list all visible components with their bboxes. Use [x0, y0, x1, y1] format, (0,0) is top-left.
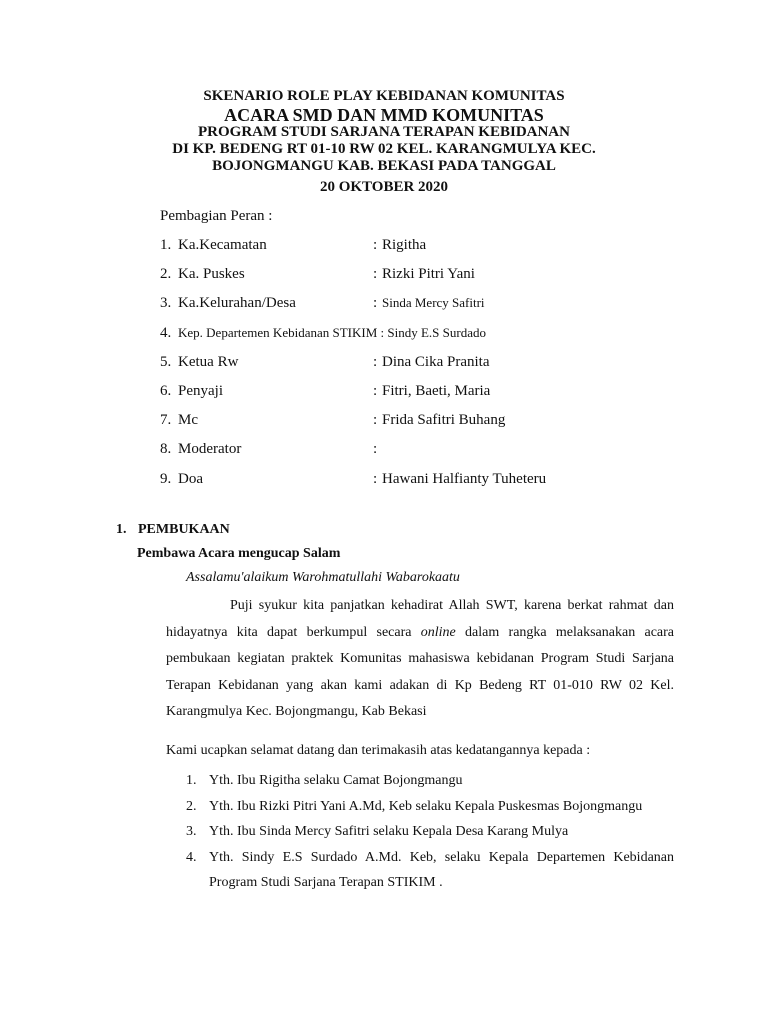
role-number: 5.	[160, 354, 172, 370]
list-item	[186, 768, 674, 794]
role-number: 2.	[160, 266, 172, 282]
role-number: 3.	[160, 295, 172, 311]
list-number: 4.	[186, 849, 197, 865]
role-person: Fitri, Baeti, Maria	[382, 383, 491, 399]
heading-line-3: PROGRAM STUDI SARJANA TERAPAN KEBIDANAN	[198, 124, 570, 140]
paragraph-italic-word: online	[420, 624, 456, 640]
section-subtitle: Pembawa Acara mengucap Salam	[137, 546, 341, 561]
paragraph-text: Puji syukur kita panjatkan kehadirat Allah SWT, karena berkat rahmat dan hidayatnya kita dapat berkumpul secara	[166, 598, 674, 640]
role-name: Penyaji	[178, 383, 223, 399]
list-number: 2.	[186, 798, 197, 814]
role-person: Dina Cika Pranita	[382, 354, 490, 370]
role-name: Ketua Rw	[178, 354, 239, 370]
role-separator: :	[373, 383, 378, 399]
role-name: Ka.Kecamatan	[178, 237, 267, 253]
role-full-text: Kep. Departemen Kebidanan STIKIM : Sindy E.S Surdado	[178, 325, 486, 340]
opening-paragraph	[166, 593, 674, 726]
heading-line-5: BOJONGMANGU KAB. BEKASI PADA TANGGAL	[212, 158, 556, 174]
list-item	[186, 845, 674, 896]
heading-line-1: SKENARIO ROLE PLAY KEBIDANAN KOMUNITAS	[203, 88, 565, 104]
role-separator: :	[373, 471, 378, 487]
role-row	[160, 441, 620, 463]
role-person: Sinda Mercy Safitri	[382, 295, 485, 310]
role-name: Doa	[178, 471, 203, 487]
role-separator: :	[373, 237, 378, 253]
list-text: Yth. Sindy E.S Surdado A.Md. Keb, selaku Kepala Departemen Kebidanan Program Studi Sarjana Terapan STIKIM .	[209, 849, 674, 890]
role-separator: :	[373, 441, 378, 457]
roles-intro: Pembagian Peran :	[160, 208, 273, 224]
role-row	[160, 325, 620, 347]
role-row	[160, 266, 620, 288]
list-text: Yth. Ibu Rizki Pitri Yani A.Md, Keb selaku Kepala Puskesmas Bojongmangu	[209, 798, 643, 814]
guest-list	[186, 768, 674, 896]
role-name: Ka.Kelurahan/Desa	[178, 295, 296, 311]
role-row	[160, 295, 620, 317]
role-number: 4.	[160, 325, 172, 341]
role-person: Rizki Pitri Yani	[382, 266, 475, 282]
role-number: 1.	[160, 237, 172, 253]
greeting: Assalamu'alaikum Warohmatullahi Wabarokaatu	[186, 570, 460, 585]
role-person: Hawani Halfianty Tuheteru	[382, 471, 547, 487]
role-name: Mc	[178, 412, 198, 428]
role-number: 7.	[160, 412, 172, 428]
list-number: 3.	[186, 824, 197, 839]
heading-line-2: ACARA SMD DAN MMD KOMUNITAS	[224, 105, 544, 125]
role-separator: :	[373, 295, 378, 311]
role-name: Moderator	[178, 441, 242, 457]
list-number: 1.	[186, 773, 197, 788]
role-row	[160, 412, 620, 434]
role-row	[160, 354, 620, 376]
paragraph-text-continued: dalam rangka melaksanakan acara pembukaan kegiatan praktek Komunitas mahasiswa kebidanan Program Studi Sarjana Terapan Kebidanan yang akan kami adakan di Kp Bedeng RT 01-010 RW 02 Kel. Karangmulya Kec. Bojongmangu, Kab Bekasi	[166, 624, 674, 719]
list-item	[186, 794, 674, 820]
role-person: Rigitha	[382, 237, 427, 253]
section-title: PEMBUKAAN	[138, 522, 230, 537]
role-number: 6.	[160, 383, 172, 399]
section-number: 1.	[116, 522, 127, 537]
role-separator: :	[373, 354, 378, 370]
list-text: Yth. Ibu Sinda Mercy Safitri selaku Kepala Desa Karang Mulya	[209, 824, 569, 839]
list-text: Yth. Ibu Rigitha selaku Camat Bojongmangu	[209, 773, 463, 788]
role-name: Ka. Puskes	[178, 266, 245, 282]
welcome-line: Kami ucapkan selamat datang dan terimakasih atas kedatangannya kepada :	[166, 743, 591, 758]
list-item	[186, 819, 674, 845]
role-number: 8.	[160, 441, 172, 457]
heading-date: 20 OKTOBER 2020	[319, 179, 449, 195]
role-row	[160, 471, 620, 493]
role-number: 9.	[160, 471, 172, 487]
heading-line-4: DI KP. BEDENG RT 01-10 RW 02 KEL. KARANGMULYA KEC.	[172, 141, 596, 157]
role-separator: :	[373, 266, 378, 282]
section-heading	[116, 522, 230, 538]
role-row	[160, 237, 620, 259]
role-person: Frida Safitri Buhang	[382, 412, 506, 428]
role-separator: :	[373, 412, 378, 428]
role-row	[160, 383, 620, 405]
